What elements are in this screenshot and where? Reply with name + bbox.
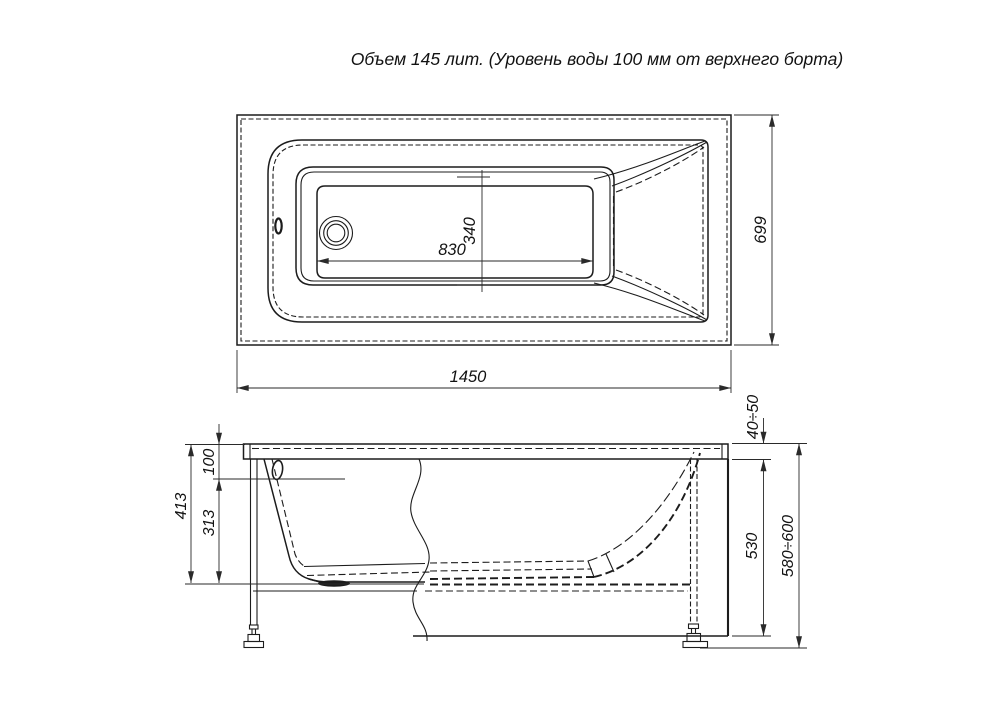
left-leg: [244, 459, 264, 648]
dim-340-label: 340: [461, 217, 479, 245]
dim-1450-label: 1450: [449, 368, 487, 386]
break-line: [411, 459, 429, 641]
dim-100-label: 100: [201, 448, 218, 476]
drawing-title: Объем 145 лит. (Уровень воды 100 мм от верхнего борта): [350, 49, 844, 69]
dimension-530: [732, 460, 771, 637]
right-leg-hidden: [683, 459, 708, 648]
tub-outer-edge-hidden: [241, 119, 727, 341]
drain: [320, 217, 353, 250]
dim-313-label: 313: [201, 509, 218, 537]
tub-outer-edge: [237, 115, 731, 345]
top-view: [237, 115, 779, 393]
basin-top-edge-outer: [296, 167, 614, 285]
backrest-slope-top: [594, 141, 707, 192]
hidden-bottom-lines: [425, 561, 690, 591]
basin-top-edge-inner: [301, 172, 610, 281]
dim-699-label: 699: [752, 216, 770, 244]
dimension-699: [734, 115, 779, 345]
dimension-40-50: [732, 395, 807, 460]
dim-413-label: 413: [173, 492, 190, 520]
tub-bottom-section: [304, 564, 430, 587]
backrest-slope-bottom: [594, 270, 707, 321]
dimension-830: [317, 241, 593, 261]
backrest-slope-section: [588, 452, 700, 577]
drain-fitting: [318, 580, 350, 586]
dim-40-50-label: 40÷50: [745, 394, 762, 440]
dim-580-600-label: 580÷600: [780, 514, 797, 578]
rim-inner-edge-hidden: [273, 145, 703, 317]
rim-bar: [244, 444, 729, 459]
basin-bottom-edge: [317, 186, 593, 278]
side-view: [173, 395, 807, 648]
dimension-100-313: [201, 424, 345, 583]
dim-830-label: 830: [438, 241, 466, 259]
dimension-1450: [237, 350, 731, 393]
dim-530-label: 530: [744, 532, 761, 560]
dimension-340: [457, 170, 490, 292]
overflow-hole-plan: [275, 219, 281, 234]
tub-left-wall: [264, 459, 320, 582]
